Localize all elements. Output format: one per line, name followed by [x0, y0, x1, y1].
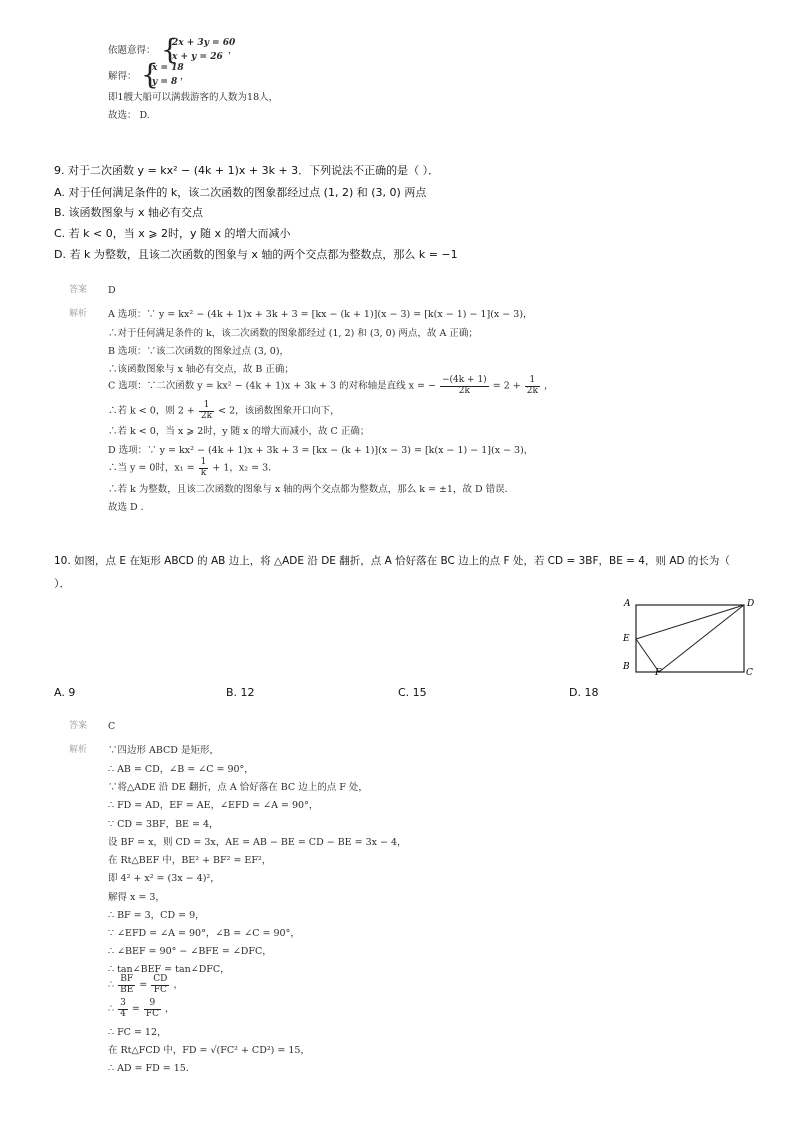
q9-analysis-c2-line: [108, 401, 340, 422]
q9-analysis-c-frac2-den: 2k: [526, 385, 538, 396]
q9-analysis-c-frac2-num: 1: [525, 376, 540, 387]
q9-answer-tag: 答案: [69, 285, 88, 295]
q9-analysis-c-text: C 选项：∵二次函数 y = kx² − (4k + 1)x + 3k + 3 的对称轴是直线 x = −: [108, 380, 436, 392]
q9-analysis-line: ∴若 k < 0，当 x ⩾ 2时，y 随 x 的增大而减小，故 C 正确；: [108, 426, 370, 437]
q10-ratio2-line: [108, 999, 175, 1020]
q9-analysis-c2-frac-num: 1: [199, 401, 214, 412]
q9-stem: 9. 对于二次函数 y = kx² − (4k + 1)x + 3k + 3．下列说法不正确的是（ ）．: [54, 164, 440, 177]
q10-answer: C: [108, 721, 116, 732]
q10-ratio1-den-left: BE: [120, 984, 134, 995]
prev-system1-eq1: 2x + 3y = 60: [172, 38, 236, 48]
q9-analysis-c-mid: = 2 +: [492, 380, 521, 392]
q10-ratio2-den-left: 4: [120, 1008, 126, 1019]
q10-analysis-line: ∴ BF = 3，CD = 9，: [108, 910, 205, 921]
prev-system2-eq2: y = 8: [152, 77, 178, 87]
q10-option-a[interactable]: A. 9: [54, 686, 76, 699]
prev-solve-label: 解得：: [108, 71, 137, 82]
q9-analysis-c-line: [108, 376, 554, 397]
q9-analysis-line: ∴若 k 为整数，且该二次函数的图象与 x 轴的两个交点都为整数点，那么 k = ±1，故 D 错误．: [108, 484, 515, 495]
q9-analysis-d2-tail: + 1，x₂ = 3．: [212, 462, 278, 474]
q10-ratio2-num-left: 3: [120, 998, 126, 1008]
prev-system1-comma: ，: [228, 45, 238, 56]
q9-analysis-c2-tail: < 2，该函数图象开口向下，: [218, 405, 340, 417]
q10-stem-line2: ）．: [54, 577, 71, 590]
q9-analysis-c2-text: ∴若 k < 0，则 2 +: [108, 405, 195, 417]
q10-ratio2-equals: =: [131, 1003, 140, 1015]
q10-analysis-line: ∵ CD = 3BF，BE = 4，: [108, 819, 219, 830]
q10-ratio2-frac-right: [144, 999, 161, 1020]
q9-analysis-c2-frac-den: 2k: [200, 410, 213, 421]
figure-line-fd: [659, 605, 744, 672]
figure-label-d: D: [747, 599, 755, 609]
prev-setup-label: 依题意得：: [108, 45, 156, 56]
q10-ratio2-frac-left: [118, 999, 128, 1020]
q10-figure: [618, 597, 758, 677]
figure-label-b: B: [623, 662, 630, 672]
q9-analysis-c-frac1: [440, 376, 489, 397]
q10-analysis-line: ∴ AD = FD = 15．: [108, 1063, 196, 1074]
q9-option-d[interactable]: D. 若 k 为整数，且该二次函数的图象与 x 轴的两个交点都为整数点，那么 k = −1: [54, 248, 458, 261]
q10-analysis-line: 在 Rt△FCD 中，FD = √(FC² + CD²) = 15，: [108, 1045, 310, 1056]
q9-analysis-line: B 选项：∵该二次函数的图象过点 (3, 0)，: [108, 346, 290, 357]
figure-label-e: E: [623, 634, 630, 644]
q9-answer: D: [108, 285, 116, 296]
prev-choose: 故选： D.: [108, 110, 150, 121]
q10-analysis-line: ∴ AB = CD，∠B = ∠C = 90°，: [108, 764, 254, 775]
q9-option-b[interactable]: B. 该函数图象与 x 轴必有交点: [54, 206, 204, 219]
q10-analysis-line: 解得 x = 3，: [108, 892, 165, 903]
q9-analysis-d2-frac-den: k: [200, 467, 207, 478]
q10-analysis-line: ∵四边形 ABCD 是矩形，: [108, 745, 219, 756]
q9-analysis-d2-text: ∴当 y = 0时，x₁ =: [108, 462, 195, 474]
q10-ratio1-frac-right: [151, 975, 169, 996]
q9-analysis-line: ∴对于任何满足条件的 k，该二次函数的图象都经过 (1, 2) 和 (3, 0) 两点，故 A 正确；: [108, 328, 478, 339]
q9-analysis-c-frac2: [525, 376, 540, 397]
q9-analysis-line: D 选项：∵ y = kx² − (4k + 1)x + 3k + 3 = [kx − (k + 1)](x − 3) = [k(x − 1) − 1](x − 3)，: [108, 445, 534, 456]
q9-analysis-line: A 选项：∵ y = kx² − (4k + 1)x + 3k + 3 = [kx − (k + 1)](x − 3) = [k(x − 1) − 1](x − 3)，: [108, 309, 533, 320]
q10-ratio1-line: [108, 975, 183, 996]
q9-analysis-d2-line: [108, 458, 278, 479]
q10-option-b[interactable]: B. 12: [226, 686, 255, 699]
figure-label-f: F: [655, 668, 662, 677]
q10-ratio1-frac-left: [118, 975, 135, 996]
q10-analysis-line: 设 BF = x，则 CD = 3x，AE = AB − BE = CD − BE = 3x − 4，: [108, 837, 407, 848]
q10-analysis-line: ∴ FC = 12，: [108, 1027, 167, 1038]
q9-analysis-c-frac1-den: 2k: [458, 385, 470, 396]
q9-analysis-tag: 解析: [69, 309, 88, 319]
q10-ratio2-den-right: FC: [145, 1008, 159, 1019]
q10-ratio2-num-right: 9: [144, 999, 161, 1010]
q10-answer-tag: 答案: [69, 721, 88, 731]
prev-system2-comma: ，: [180, 71, 190, 82]
q10-stem-line1: 10. 如图，点 E 在矩形 ABCD 的 AB 边上，将 △ADE 沿 DE 翻折，点 A 恰好落在 BC 边上的点 F 处，若 CD = 3BF，BE = 4，则 AD 的长为（: [54, 555, 730, 567]
prev-system2-brace: {: [141, 58, 159, 91]
q10-ratio1-num-left: BF: [118, 975, 135, 986]
q10-ratio1-equals: =: [139, 979, 148, 991]
q9-analysis-c-tail: ，: [543, 380, 554, 392]
q9-analysis-d2-frac-num: 1: [200, 457, 207, 467]
q9-analysis-d2-frac: [199, 458, 209, 479]
q10-ratio2-therefore: ∴: [108, 1003, 115, 1015]
q10-analysis-tag: 解析: [69, 745, 88, 755]
prev-system1-eq2: x + y = 26: [172, 52, 223, 62]
q10-ratio1-therefore: ∴: [108, 979, 115, 991]
q9-option-c[interactable]: C. 若 k < 0，当 x ⩾ 2时，y 随 x 的增大而减小: [54, 227, 291, 240]
figure-label-a: A: [624, 599, 631, 609]
q10-option-d[interactable]: D. 18: [569, 686, 599, 699]
figure-line-ed: [636, 605, 744, 639]
q10-analysis-line: ∵ ∠EFD = ∠A = 90°，∠B = ∠C = 90°，: [108, 928, 300, 939]
q9-analysis-line: 故选 D ．: [108, 502, 151, 513]
q10-analysis-line: 即 4² + x² = (3x − 4)²，: [108, 873, 220, 884]
q9-analysis-c-frac1-num: −(4k + 1): [441, 375, 487, 385]
prev-system1-brace: {: [161, 33, 179, 66]
q10-analysis-line: ∴ FD = AD，EF = AE，∠EFD = ∠A = 90°，: [108, 800, 319, 811]
q10-analysis-line: ∵将△ADE 沿 DE 翻折，点 A 恰好落在 BC 边上的点 F 处，: [108, 782, 368, 793]
q10-ratio1-comma: ，: [173, 979, 183, 991]
figure-label-c: C: [746, 668, 753, 677]
q10-ratio1-den-right: FC: [153, 984, 167, 995]
q10-analysis-line: ∴ ∠BEF = 90° − ∠BFE = ∠DFC，: [108, 946, 272, 957]
q10-ratio1-num-right: CD: [153, 974, 168, 984]
q9-analysis-line: ∴该函数图象与 x 轴必有交点，故 B 正确；: [108, 364, 294, 375]
q9-option-a[interactable]: A. 对于任何满足条件的 k，该二次函数的图象都经过点 (1, 2) 和 (3, 0) 两点: [54, 186, 427, 199]
prev-system2-eq1: x = 18: [152, 63, 184, 73]
q10-analysis-line: 在 Rt△BEF 中，BE² + BF² = EF²，: [108, 855, 272, 866]
prev-conclusion: 即1艘大船可以满载游客的人数为18人，: [108, 92, 279, 103]
q10-ratio2-comma: ，: [165, 1003, 175, 1015]
q9-analysis-c2-frac: [199, 401, 214, 422]
q10-analysis-line: ∴ tan∠BEF = tan∠DFC，: [108, 964, 230, 975]
q10-option-c[interactable]: C. 15: [398, 686, 427, 699]
